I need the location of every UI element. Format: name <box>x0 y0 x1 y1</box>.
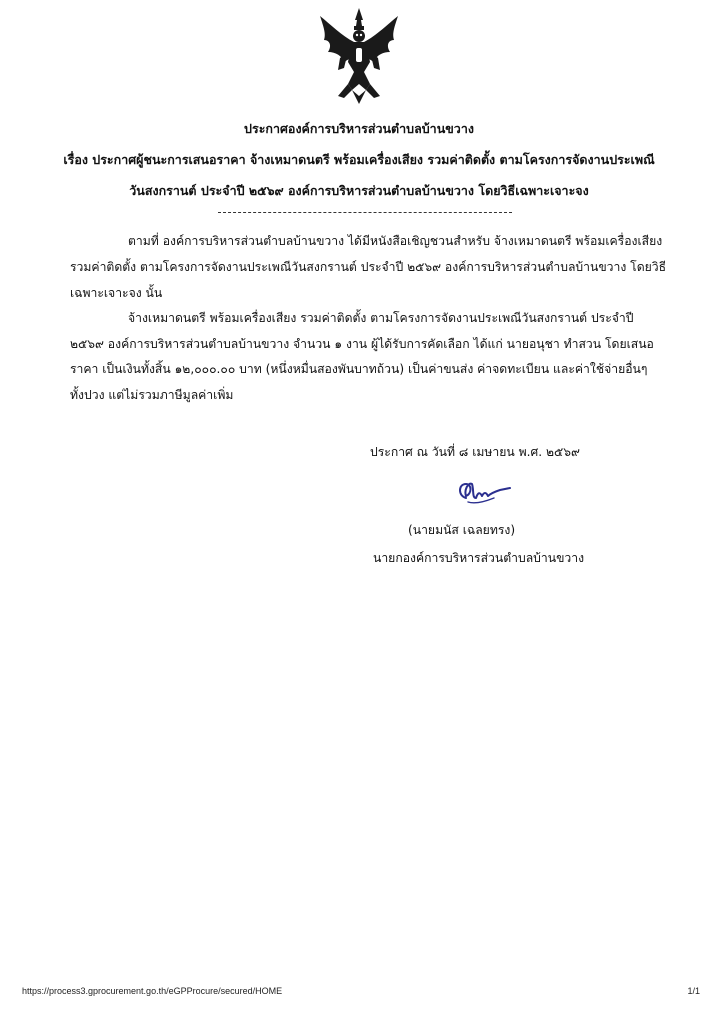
paragraph-1-line-1: ตามที่ องค์การบริหารส่วนตำบลบ้านขวาง ได้มีหนังสือเชิญชวนสำหรับ จ้างเหมาดนตรี พร้อมเครื่องเสียง <box>128 234 663 248</box>
paragraph-2-line-1: จ้างเหมาดนตรี พร้อมเครื่องเสียง รวมค่าติดตั้ง ตามโครงการจัดงานประเพณีวันสงกรานต์ ประจำปี <box>128 311 634 325</box>
announcement-subject-line-2: วันสงกรานต์ ประจำปี ๒๕๖๙ องค์การบริหารส่วนตำบลบ้านขวาง โดยวิธีเฉพาะเจาะจง <box>129 183 589 198</box>
paragraph-1-line-2: รวมค่าติดตั้ง ตามโครงการจัดงานประเพณีวันสงกรานต์ ประจำปี ๒๕๖๙ องค์การบริหารส่วนตำบลบ้านขวาง โดยวิธี <box>70 260 667 274</box>
footer-url: https://process3.gprocurement.go.th/eGPProcure/secured/HOME <box>22 986 283 996</box>
announcement-subject-line-1: เรื่อง ประกาศผู้ชนะการเสนอราคา จ้างเหมาดนตรี พร้อมเครื่องเสียง รวมค่าติดตั้ง ตามโครงการจัดงานประเพณี <box>63 152 655 167</box>
footer-page-number: 1/1 <box>687 986 700 996</box>
signatory-name: (นายมนัส เฉลยทรง) <box>408 523 516 537</box>
dashed-divider <box>218 212 512 213</box>
announcement-title: ประกาศองค์การบริหารส่วนตำบลบ้านขวาง <box>244 121 474 136</box>
announcement-date: ประกาศ ณ วันที่ ๘ เมษายน พ.ศ. ๒๕๖๙ <box>370 445 580 459</box>
handwritten-signature-icon <box>454 478 514 508</box>
paragraph-2-line-4: ทั้งปวง แต่ไม่รวมภาษีมูลค่าเพิ่ม <box>70 388 234 402</box>
garuda-emblem-icon <box>314 6 404 106</box>
paragraph-1-line-3: เฉพาะเจาะจง นั้น <box>70 286 163 300</box>
paragraph-2-line-2: ๒๕๖๙ องค์การบริหารส่วนตำบลบ้านขวาง จำนวน ๑ งาน ผู้ได้รับการคัดเลือก ได้แก่ นายอนุชา ทำสวน โดยเสนอ <box>70 337 654 351</box>
signatory-title: นายกองค์การบริหารส่วนตำบลบ้านขวาง <box>373 551 585 565</box>
paragraph-2-line-3: ราคา เป็นเงินทั้งสิ้น ๑๒,๐๐๐.๐๐ บาท (หนึ่งหมื่นสองพันบาทถ้วน) เป็นค่าขนส่ง ค่าจดทะเบียน และค่าใช้จ่ายอื่นๆ <box>70 362 648 376</box>
